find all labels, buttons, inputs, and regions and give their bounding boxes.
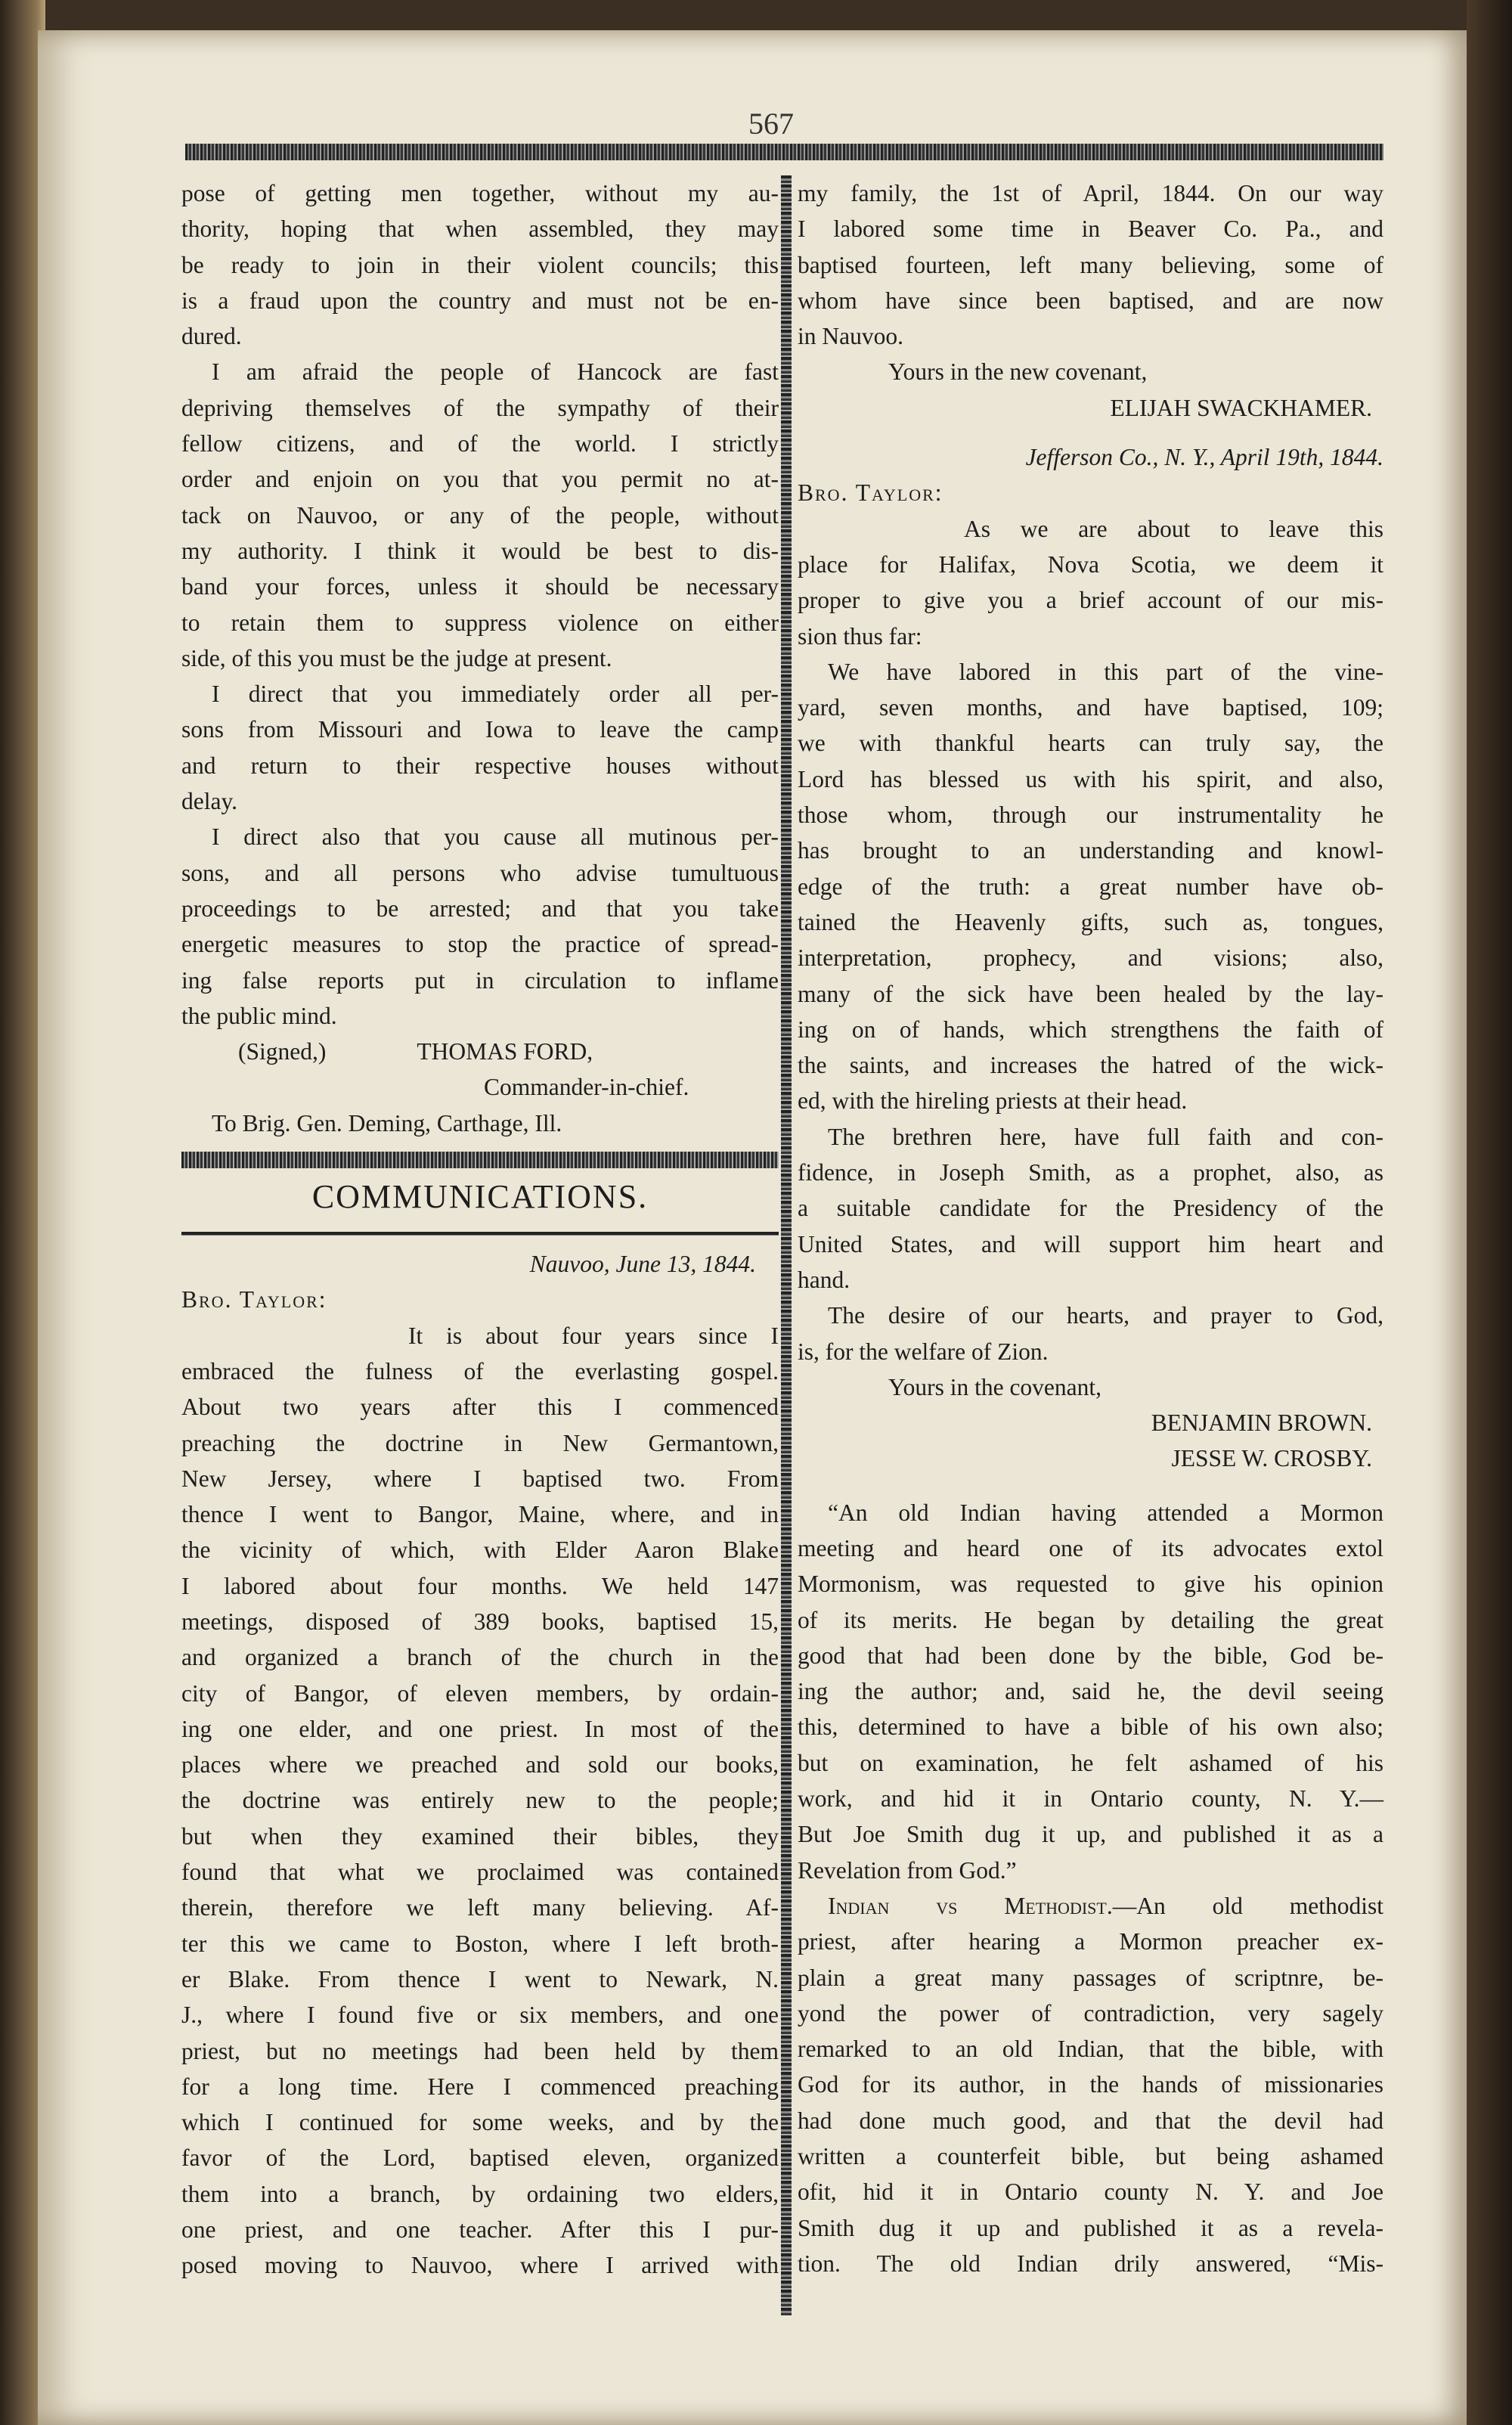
spacer — [798, 426, 1383, 439]
text-line: thence I went to Bangor, Maine, where, and in — [181, 1501, 779, 1528]
text-line: fellow citizens, and of the world. I strictly — [181, 430, 779, 457]
text-line: my family, the 1st of April, 1844. On our way — [798, 180, 1383, 206]
text-line: meeting and heard one of its advocates extol — [798, 1534, 1383, 1561]
text-line: one priest, and one teacher. After this I pur- — [181, 2216, 779, 2244]
text-line: tion. The old Indian drily answered, “Mis- — [798, 2250, 1383, 2277]
text-line: ed, with the hireling priests at their head. — [798, 1087, 1188, 1115]
text-line: About two years after this I commenced — [181, 1394, 779, 1421]
text-line: this, determined to have a bible of his own also; — [798, 1713, 1383, 1741]
text-line: dured. — [181, 323, 242, 350]
text-line: ter this we came to Boston, where I left broth- — [181, 1930, 779, 1957]
signer-name: THOMAS FORD, — [417, 1038, 593, 1065]
page-edge — [1467, 0, 1512, 2425]
text-line: written a counterfeit bible, but being ashamed — [798, 2143, 1383, 2170]
signed-label: (Signed,) — [238, 1038, 327, 1065]
dateline: Jefferson Co., N. Y., April 19th, 1844. — [1025, 444, 1383, 471]
text-line: my authority. I think it would be best to dis- — [181, 537, 779, 564]
text-line: the vicinity of which, with Elder Aaron Blake — [181, 1537, 779, 1564]
text-line: thority, hoping that when assembled, they may — [181, 216, 779, 243]
text-line: favor of the Lord, baptised eleven, organized — [181, 2144, 779, 2172]
text-line: yond the power of contradiction, very sagely — [798, 1999, 1383, 2027]
text-line: The desire of our hearts, and prayer to God, — [828, 1302, 1383, 1329]
text-line: a suitable candidate for the Presidency of the — [798, 1195, 1383, 1222]
text-line: side, of this you must be the judge at present. — [181, 644, 612, 671]
text-line: As we are about to leave this — [964, 515, 1383, 542]
text-line: meetings, disposed of 389 books, baptised 15, — [181, 1608, 779, 1635]
article-lead-text: —An old methodist — [1112, 1892, 1383, 1919]
text-line: I labored some time in Beaver Co. Pa., and — [798, 216, 1383, 243]
text-line: band your forces, unless it should be necessary — [181, 573, 779, 600]
text-line: sons, and all persons who advise tumultuous — [181, 859, 779, 886]
text-line: Lord has blessed us with his spirit, and also, — [798, 765, 1383, 792]
text-line: has brought to an understanding and knowl- — [798, 837, 1383, 864]
text-line: sons from Missouri and Iowa to leave the camp — [181, 716, 779, 743]
dateline: Nauvoo, June 13, 1844. — [529, 1251, 756, 1278]
text-line: plain a great many passages of scriptnre, be- — [798, 1964, 1383, 1991]
text-line: ing the author; and, said he, the devil seeing — [798, 1678, 1383, 1705]
signature-line — [181, 1034, 779, 1069]
text-line: United States, and will support him heart and — [798, 1230, 1383, 1257]
closing: Yours in the new covenant, — [888, 358, 1148, 386]
text-line: “An old Indian having attended a Mormon — [828, 1499, 1383, 1526]
text-line: But Joe Smith dug it up, and published it as a — [798, 1821, 1383, 1848]
text-line: proper to give you a brief account of our mis- — [798, 587, 1383, 614]
text-line: we with thankful hearts can truly say, the — [798, 730, 1383, 757]
text-line: We have labored in this part of the vine- — [828, 658, 1383, 685]
text-line: I labored about four months. We held 147 — [181, 1572, 779, 1599]
text-line: the public mind. — [181, 1002, 337, 1029]
text-line: city of Bangor, of eleven members, by ordain- — [181, 1679, 779, 1707]
text-line: preaching the doctrine in New Germantown, — [181, 1429, 779, 1456]
text-line: and return to their respective houses without — [181, 752, 779, 779]
indian-quote — [798, 1495, 1383, 1888]
text-line: proceedings to be arrested; and that you take — [181, 895, 779, 922]
section-rule — [181, 1152, 779, 1168]
text-line: It is about four years since I — [408, 1322, 779, 1349]
text-line: sion thus far: — [798, 622, 922, 650]
text-line: J., where I found five or six members, and one — [181, 2002, 779, 2029]
section-heading: COMMUNICATIONS. — [311, 1178, 649, 1216]
text-line: embraced the fulness of the everlasting gospel. — [181, 1357, 779, 1385]
text-line: I am afraid the people of Hancock are fast — [212, 358, 779, 386]
text-line: priest, after hearing a Mormon preacher ex- — [798, 1928, 1383, 1955]
text-line: found that what we proclaimed was contained — [181, 1859, 779, 1886]
text-line: yard, seven months, and have baptised, 109; — [798, 694, 1383, 721]
signer-title: Commander-in-chief. — [484, 1074, 689, 1101]
indian-vs-methodist — [798, 1888, 1383, 2281]
salutation: Bro. Taylor: — [181, 1286, 327, 1313]
text-line: but on examination, he felt ashamed of his — [798, 1749, 1383, 1776]
text-line: which I continued for some weeks, and by the — [181, 2109, 779, 2136]
text-line: energetic measures to stop the practice of spread- — [181, 931, 779, 958]
right-column — [798, 175, 1383, 2281]
text-line: er Blake. From thence I went to Newark, N. — [181, 1965, 779, 1992]
salutation: Bro. Taylor: — [798, 479, 943, 507]
text-line: but when they examined their bibles, they — [181, 1822, 779, 1850]
text-line: for a long time. Here I commenced preaching — [181, 2073, 779, 2100]
signer-name: BENJAMIN BROWN. — [1151, 1409, 1372, 1437]
text-line: tack on Nauvoo, or any of the people, without — [181, 501, 779, 529]
text-line: to retain them to suppress violence on either — [181, 609, 779, 636]
header-rule — [185, 144, 1383, 160]
text-line: The brethren here, have full faith and con- — [828, 1123, 1383, 1150]
signer-name: JESSE W. CROSBY. — [1171, 1445, 1372, 1472]
letter-swackhamer-continued — [798, 175, 1383, 426]
text-line: depriving themselves of the sympathy of their — [181, 394, 779, 421]
text-line: place for Halifax, Nova Scotia, we deem it — [798, 550, 1383, 578]
text-line: Mormonism, was requested to give his opinion — [798, 1571, 1383, 1598]
text-line: therein, therefore we left many believing. Af- — [181, 1894, 779, 1921]
ford-letter — [181, 175, 779, 1141]
signer-name: ELIJAH SWACKHAMER. — [1110, 394, 1372, 421]
text-line: good that had been done by the bible, God be- — [798, 1642, 1383, 1669]
text-line: of its merits. He began by detailing the great — [798, 1606, 1383, 1633]
text-line: ofit, hid it in Ontario county N. Y. and Joe — [798, 2178, 1383, 2206]
article-lead: Indian vs Methodist. — [828, 1892, 1113, 1919]
text-line: is a fraud upon the country and must not be en- — [181, 287, 779, 314]
text-line: delay. — [181, 788, 238, 815]
text-line: in Nauvoo. — [798, 323, 903, 350]
text-line: ing false reports put in circulation to inflame — [181, 966, 779, 994]
text-line: had done much good, and that the devil had — [798, 2107, 1383, 2134]
text-line: interpretation, prophecy, and visions; also, — [798, 944, 1383, 972]
text-line: them into a branch, by ordaining two elders, — [181, 2180, 779, 2207]
text-line: those whom, through our instrumentality he — [798, 802, 1383, 829]
text-line: I direct also that you cause all mutinous per- — [212, 823, 779, 851]
addressee: To Brig. Gen. Deming, Carthage, Ill. — [212, 1109, 562, 1137]
text-line: hand. — [798, 1266, 850, 1293]
text-line: priest, but no meetings had been held by them — [181, 2037, 779, 2064]
text-line: whom have since been baptised, and are now — [798, 287, 1383, 314]
text-line: fidence, in Joseph Smith, as a prophet, also, as — [798, 1159, 1383, 1186]
left-column — [181, 175, 779, 2284]
closing: Yours in the covenant, — [888, 1373, 1102, 1400]
text-line: edge of the truth: a great number have ob- — [798, 873, 1383, 900]
text-line — [798, 1888, 1383, 1924]
text-line: Revelation from God.” — [798, 1856, 1017, 1884]
text-line: God for its author, in the hands of missionaries — [798, 2071, 1383, 2098]
text-line: and organized a branch of the church in the — [181, 1644, 779, 1671]
text-line: order and enjoin on you that you permit no at- — [181, 466, 779, 493]
text-line: is, for the welfare of Zion. — [798, 1338, 1049, 1365]
text-line: remarked to an old Indian, that the bible, with — [798, 2036, 1383, 2063]
heading-rule — [181, 1232, 779, 1236]
text-line: I direct that you immediately order all per- — [212, 681, 779, 708]
text-line: New Jersey, where I baptised two. From — [181, 1465, 779, 1492]
spacer — [798, 1477, 1383, 1495]
text-line: places where we preached and sold our books, — [181, 1751, 779, 1778]
text-line: work, and hid it in Ontario county, N. Y.— — [798, 1785, 1383, 1813]
text-line: ing on of hands, which strengthens the faith of — [798, 1016, 1383, 1043]
text-line: pose of getting men together, without my au- — [181, 180, 779, 206]
text-line: baptised fourteen, left many believing, some of — [798, 251, 1383, 278]
column-divider — [781, 175, 792, 2315]
page-number: 567 — [748, 107, 794, 141]
text-line: ing one elder, and one priest. In most of the — [181, 1715, 779, 1742]
text-line: the saints, and increases the hatred of the wick- — [798, 1052, 1383, 1079]
text-line: the doctrine was entirely new to the people; — [181, 1787, 779, 1814]
letter-swackhamer — [181, 1246, 779, 2284]
text-line: tained the Heavenly gifts, such as, tongues, — [798, 908, 1383, 935]
text-line: many of the sick have been healed by the lay- — [798, 980, 1383, 1007]
text-line: be ready to join in their violent councils; this — [181, 251, 779, 278]
letter-brown-crosby — [798, 439, 1383, 1477]
text-line: posed moving to Nauvoo, where I arrived with — [181, 2252, 779, 2279]
text-line: Smith dug it up and published it as a revela- — [798, 2214, 1383, 2241]
